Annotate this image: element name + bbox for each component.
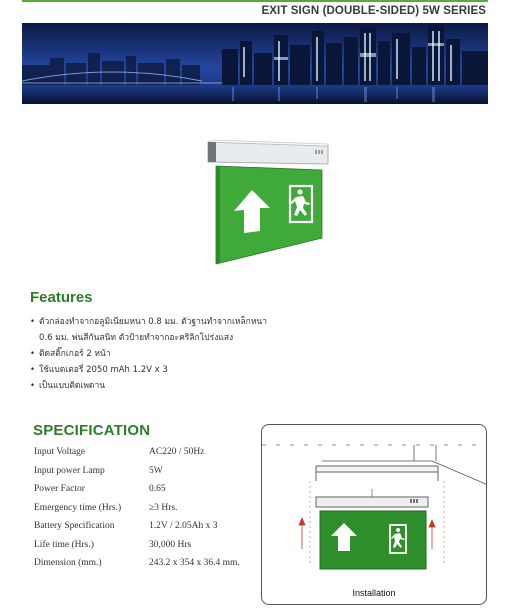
spec-row bbox=[34, 447, 254, 466]
spec-label: Life time (Hrs.) bbox=[34, 539, 94, 550]
specification-table bbox=[34, 447, 254, 577]
spec-value: 243.2 x 354 x 36.4 mm. bbox=[149, 558, 240, 568]
top-accent-rule bbox=[22, 0, 488, 2]
installation-caption: Installation bbox=[352, 588, 396, 598]
exit-sign-product-image bbox=[204, 136, 332, 271]
spec-label: Input Voltage bbox=[34, 447, 86, 457]
spec-row bbox=[34, 558, 254, 577]
installation-diagram bbox=[261, 424, 487, 605]
spec-label: Input power Lamp bbox=[34, 465, 105, 476]
features-heading: Features bbox=[30, 289, 93, 306]
spec-label: Dimension (mm.) bbox=[34, 558, 102, 568]
spec-row bbox=[34, 466, 254, 485]
spec-label: Emergency time (Hrs.) bbox=[34, 502, 122, 513]
spec-row bbox=[34, 521, 254, 540]
spec-label: Power Factor bbox=[34, 484, 85, 494]
features-list bbox=[30, 314, 290, 394]
spec-row bbox=[34, 484, 254, 503]
spec-value: 30,000 Hrs bbox=[149, 539, 192, 550]
features-item: • ตัวกล่องทำจากอลูมิเนียมหนา 0.8 มม. ตัวฐานทำจากเหล็กหนา bbox=[30, 314, 290, 330]
spec-row bbox=[34, 540, 254, 559]
exit-sign-product-icon bbox=[204, 136, 332, 271]
spec-value: 5W bbox=[149, 465, 163, 476]
city-skyline-image bbox=[22, 23, 488, 104]
spec-row bbox=[34, 503, 254, 522]
features-item-continuation: 0.6 มม. พ่นสีกันสนิท ตัวป้ายทำจากอะคริลิกโปร่งแสง bbox=[39, 333, 234, 343]
specification-heading: SPECIFICATION bbox=[33, 422, 151, 439]
spec-value: 0.65 bbox=[149, 484, 166, 494]
city-skyline-banner bbox=[22, 23, 488, 104]
ceiling-mount-diagram bbox=[262, 425, 487, 585]
spec-value: 1.2V / 2.05Ah x 3 bbox=[149, 521, 218, 531]
page-title: EXIT SIGN (DOUBLE-SIDED) 5W SERIES bbox=[261, 5, 486, 17]
features-item: • ติดสติ๊กเกอร์ 2 หน้า bbox=[30, 346, 290, 362]
spec-label: Battery Specification bbox=[34, 521, 115, 531]
features-item: • ใช้แบตเตอรี่ 2050 mAh 1.2V x 3 bbox=[30, 362, 290, 378]
features-item: • เป็นแบบติดเพดาน bbox=[30, 378, 290, 394]
spec-value: ≥3 Hrs. bbox=[149, 502, 178, 513]
spec-value: AC220 / 50Hz bbox=[149, 447, 205, 457]
